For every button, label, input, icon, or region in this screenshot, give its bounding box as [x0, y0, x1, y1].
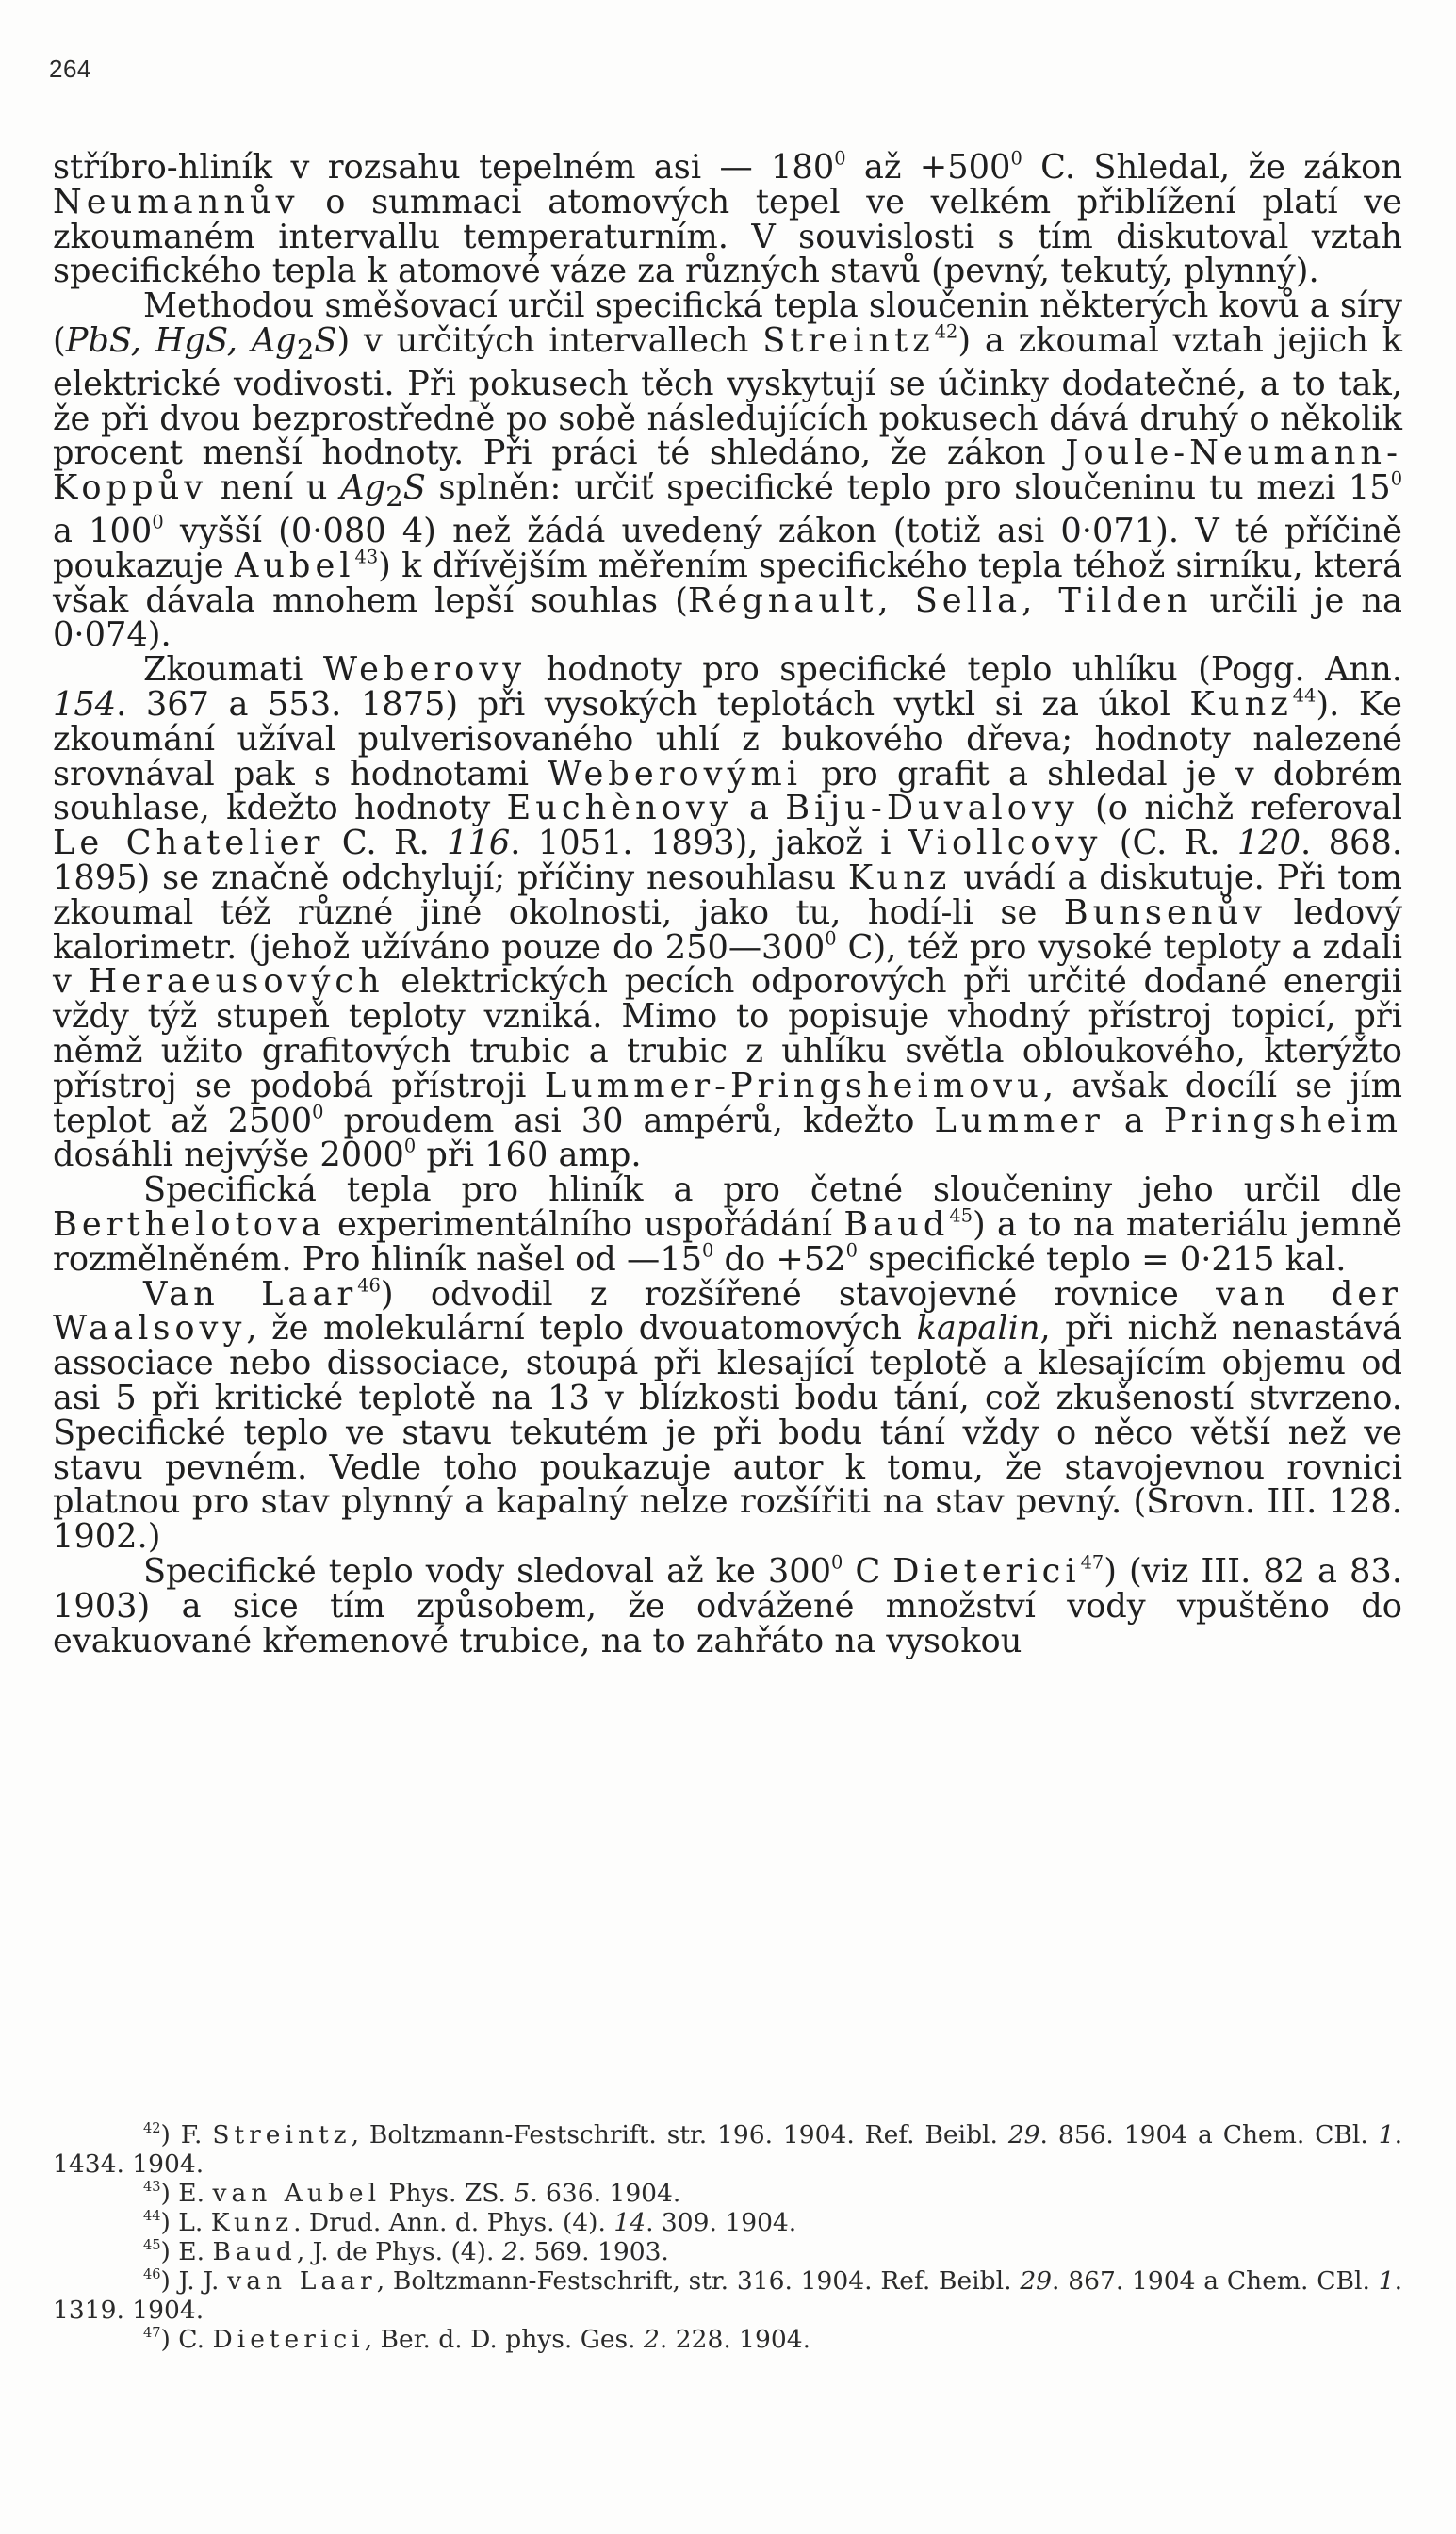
text-run: Zkoumati — [143, 650, 323, 690]
text-run: ) E. — [160, 2237, 213, 2266]
italic-text: 154 — [53, 685, 117, 725]
spaced-name: Kunz — [210, 2208, 294, 2237]
superscript: 44 — [143, 2208, 161, 2225]
superscript: 0 — [701, 1239, 714, 1262]
footnote — [53, 2325, 1402, 2354]
spaced-name: Weberovými — [548, 754, 803, 793]
text-run: . 309. 1904. — [646, 2208, 797, 2237]
italic-text: 1 — [1378, 2266, 1395, 2296]
spaced-name: Lummer — [934, 1101, 1104, 1140]
text-run: C. R. — [324, 824, 448, 863]
text-run: . 856. 1904 a Chem. CBl. — [1039, 2120, 1379, 2150]
superscript: 42 — [143, 2120, 161, 2137]
subscript: 2 — [385, 481, 403, 514]
paragraph — [53, 1274, 1403, 1557]
superscript: 46 — [143, 2266, 161, 2283]
superscript: 0 — [845, 1239, 858, 1262]
italic-text: 2 — [644, 2325, 660, 2354]
text-run: ) k dřívějším měřením specifického tepla téhož sirníku, která však dávala mnohem lepší souhlas ( — [53, 546, 1402, 620]
text-run: (C. R. — [1102, 824, 1237, 863]
italic-text: 5 — [514, 2179, 531, 2208]
spaced-name: Baud — [212, 2237, 297, 2266]
spaced-name: Biju-Duvalovy — [785, 789, 1079, 828]
italic-text: 14 — [613, 2208, 646, 2237]
spaced-name: Kunz — [1189, 685, 1293, 725]
text-run: . 569. 1903. — [517, 2237, 669, 2266]
spaced-name: Kunz — [847, 858, 952, 897]
italic-text: kapalin — [916, 1309, 1040, 1349]
page-number: 264 — [49, 55, 91, 83]
text-run: do +52 — [713, 1239, 846, 1279]
italic-text: 116 — [447, 824, 511, 863]
spaced-name: Dieterici — [212, 2325, 365, 2354]
spaced-name: Pringsheim — [1163, 1101, 1402, 1140]
superscript: 42 — [934, 320, 958, 343]
footnotes — [53, 2120, 1402, 2354]
superscript: 43 — [354, 546, 379, 568]
spaced-name: Lummer-Pringsheimovu — [544, 1066, 1043, 1105]
spaced-name: Viollcovy — [908, 824, 1103, 863]
spaced-name: Aubel — [234, 546, 355, 585]
spaced-name: Streintz — [762, 320, 935, 360]
text-run: ) C. — [160, 2325, 213, 2354]
text-run: hodnoty pro specifické teplo uhlíku (Pogg. Ann. — [526, 650, 1402, 690]
text-run: ). Ke zkoumání užíval pulverisovaného uhlí z bukového dřeva; hodnoty nalezené srovnával pak s hodnotami — [53, 685, 1402, 793]
text-run: splněn: určiť specifické teplo pro sloučeninu tu mezi 15 — [425, 468, 1391, 508]
text-run: pro grafit a shledal je v dobrém souhlase, kdežto hodnoty — [53, 754, 1402, 828]
italic-text: 120 — [1236, 824, 1301, 863]
body-text — [53, 147, 1403, 1660]
text-run: (o nichž referoval — [1078, 789, 1402, 828]
text-run: elektrických pecích odporových při určité dodané energii vždy týž stupeň teploty vzniká. Mimo to popisuje vhodný přístroj topicí, při němž užito grafitových trubic a trubic z uhlíku světla obloukového, kterýžto přístroj se podobá přístroji — [53, 962, 1402, 1105]
spaced-name: van Aubel — [212, 2179, 382, 2208]
text-run: . 1319. 1904. — [53, 2266, 1402, 2325]
text-run: není u — [207, 468, 341, 508]
superscript: 0 — [831, 1551, 843, 1574]
text-run: . 868. 1895) se značně odchylují; příčiny nesouhlasu — [53, 824, 1402, 897]
text-run: C. Shledal, že zákon — [1022, 148, 1402, 187]
text-run: . 1434. 1904. — [53, 2120, 1402, 2179]
text-run: . Drud. Ann. d. Phys. (4). — [293, 2208, 614, 2237]
superscript: 47 — [1080, 1551, 1104, 1574]
italic-text: S — [314, 320, 337, 360]
text-run: C), též pro vysoké teploty a zdali v — [53, 927, 1402, 1002]
spaced-name: Dieterici — [892, 1551, 1081, 1591]
text-run: , že molekulární teplo dvouatomových — [246, 1309, 917, 1349]
spaced-name: van Laar — [227, 2266, 377, 2296]
text-run: ) J. J. — [160, 2266, 228, 2296]
text-run: ) E. — [160, 2179, 213, 2208]
text-run: . 636. 1904. — [530, 2179, 681, 2208]
text-run: dosáhli nejvýše 2000 — [53, 1136, 404, 1175]
italic-text: S — [402, 468, 426, 508]
text-run: Specifická tepla pro hliník a pro četné sloučeniny jeho určil dle — [143, 1170, 1402, 1210]
text-run: , Boltzmann-Festschrift, str. 316. 1904. Ref. Beibl. — [376, 2266, 1021, 2296]
superscript: 0 — [1390, 467, 1403, 490]
text-run: o summaci atomových tepel ve velkém přiblížení platí ve zkoumaném intervallu temperaturním. V souvislosti s tím diskutoval vztah specifického tepla k atomové váze za různých stavů (pevný, tekutý, plynný). — [53, 182, 1402, 291]
footnote — [53, 2179, 1402, 2208]
spaced-name: Baud — [843, 1204, 950, 1244]
italic-text: 2 — [501, 2237, 518, 2266]
text-run: Specifické teplo vody sledoval až ke 300 — [143, 1551, 831, 1591]
superscript: 0 — [834, 147, 846, 170]
text-run: ) v určitých intervallech — [336, 320, 763, 360]
text-run: až +500 — [845, 148, 1011, 187]
text-run: . 228. 1904. — [659, 2325, 811, 2354]
text-run: , J. de Phys. (4). — [296, 2237, 502, 2266]
text-run: . 1051. 1893), jakož i — [510, 824, 908, 863]
spaced-name: Régnault, Sella, Tilden — [687, 580, 1193, 620]
superscript: 0 — [825, 927, 837, 950]
superscript: 47 — [143, 2325, 161, 2342]
footnote — [53, 2208, 1402, 2237]
superscript: 45 — [143, 2237, 161, 2254]
text-run: ) a to na materiálu jemně rozmělněném. Pro hliník našel od —15 — [53, 1204, 1402, 1279]
paragraph — [53, 1170, 1402, 1279]
text-run: C — [843, 1551, 893, 1591]
spaced-name: Streintz — [212, 2120, 352, 2150]
text-run: ) (viz III. 82 a 83. 1903) a sice tím způsobem, že odvážené množství vody vpuštěno do evakuované křemenové trubice, na to zahřáto na vysokou — [53, 1551, 1403, 1660]
paragraph — [53, 650, 1402, 1175]
superscript: 0 — [1010, 147, 1022, 170]
text-run: při 160 amp. — [416, 1136, 642, 1175]
paragraph — [53, 286, 1403, 655]
text-run: stříbro-hliník v rozsahu tepelném asi — 180 — [53, 148, 835, 187]
superscript: 46 — [357, 1274, 381, 1297]
text-run: experimentálního uspořádání — [325, 1204, 844, 1244]
text-run: a — [732, 789, 786, 828]
superscript: 45 — [949, 1204, 973, 1227]
text-run: specifické teplo = 0·215 kal. — [857, 1239, 1347, 1279]
spaced-name: Bunsenův — [1063, 892, 1267, 932]
italic-text: 29 — [1007, 2120, 1040, 2150]
text-run: . 867. 1904 a Chem. CBl. — [1052, 2266, 1379, 2296]
spaced-name: Euchènovy — [506, 789, 733, 828]
text-run: vyšší (0·080 4) než žádá uvedený zákon (totiž asi 0·071). V té příčině poukazuje — [53, 512, 1402, 585]
text-run: ) L. — [160, 2208, 211, 2237]
text-run: , Ber. d. D. phys. Ges. — [364, 2325, 645, 2354]
spaced-name: Le Chatelier — [53, 824, 325, 863]
italic-text: 29 — [1020, 2266, 1053, 2296]
text-run: . 367 a 553. 1875) při vysokých teplotách vytkl si za úkol — [116, 685, 1190, 725]
subscript: 2 — [296, 334, 315, 367]
footnote — [53, 2237, 1402, 2266]
text-run: ) F. — [160, 2120, 213, 2150]
spaced-name: Heraeusových — [88, 962, 384, 1002]
text-run: Phys. ZS. — [381, 2179, 515, 2208]
superscript: 0 — [312, 1101, 324, 1123]
superscript: 43 — [143, 2179, 161, 2196]
text-run: a — [1104, 1101, 1164, 1140]
spaced-name: Berthelotova — [53, 1204, 326, 1244]
spaced-name: Weberovy — [322, 650, 527, 690]
superscript: 0 — [152, 511, 164, 533]
text-run: , avšak docílí se jím teplot až 2500 — [53, 1066, 1402, 1140]
text-run: ) a zkoumal vztah jejich k elektrické vodivosti. Při pokusech těch vyskytují se účinky dodatečné, a to tak, že při dvou bezprostředně po sobě následujících pokusech dává druhý o několik procent menší hodnoty. Při práci té shledáno, že zákon — [53, 320, 1402, 473]
text-run: určili je na 0·074). — [53, 580, 1403, 655]
text-run: , Boltzmann-Festschrift. str. 196. 1904. Ref. Beibl. — [351, 2120, 1008, 2150]
text-run: ) odvodil z rozšířené stavojevné rovnice — [380, 1274, 1217, 1314]
paragraph — [53, 147, 1402, 291]
superscript: 0 — [403, 1135, 417, 1157]
spaced-name: Neumannův — [53, 182, 300, 221]
italic-text: PbS, HgS, Ag — [65, 320, 297, 360]
italic-text: 1 — [1378, 2120, 1395, 2150]
paragraph — [53, 1551, 1403, 1660]
text-run: , při nichž nenastává associace nebo dissociace, stoupá při klesající teplotě a klesajícím objemu od asi 5 při kritické teplotě na 13 v blízkosti bodu tání, což zkušeností stvrzeno. Specifické teplo ve stavu tekutém je při bodu tání vždy o něco větší než ve stavu pevném. Vedle toho poukazuje autor k tomu, že stavojevnou rovnici platnou pro stav plynný a kapalný nelze rozšířiti na stav pevný. (Srovn. III. 128. 1902.) — [53, 1309, 1403, 1557]
superscript: 44 — [1292, 684, 1317, 707]
spaced-name: Joule-Neumann-Koppův — [53, 433, 1402, 508]
italic-text: Ag — [340, 468, 386, 508]
text-run: Methodou směšovací určil specifická tepla sloučenin některých kovů a síry ( — [53, 286, 1402, 360]
text-run: ledový kalorimetr. (jehož užíváno pouze do 250—300 — [53, 892, 1402, 967]
text-run: proudem asi 30 ampérů, kdežto — [323, 1101, 935, 1140]
text-run: a 100 — [53, 512, 153, 551]
spaced-name: Van Laar — [143, 1274, 358, 1314]
footnote — [53, 2266, 1402, 2325]
spaced-name: van der Waalsovy — [53, 1274, 1402, 1349]
footnote — [53, 2120, 1402, 2179]
text-run: uvádí a diskutuje. Při tom zkoumal též různé jiné okolnosti, jako tu, hodí-li se — [53, 858, 1402, 932]
